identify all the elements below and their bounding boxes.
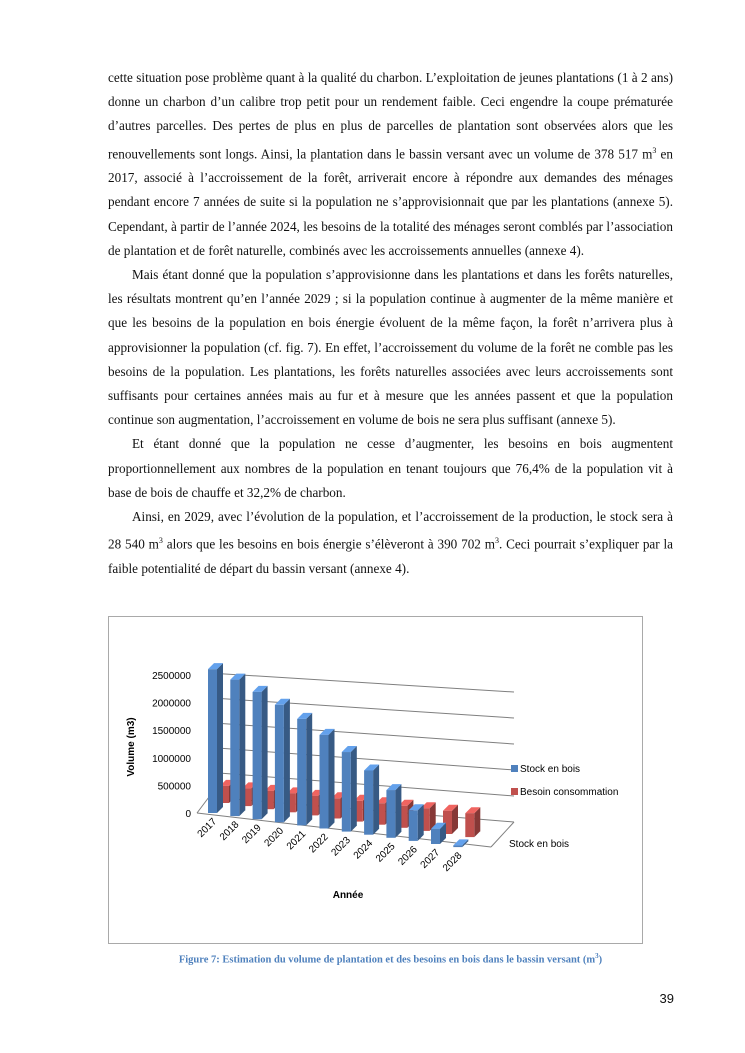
page-number: 39 <box>659 991 674 1006</box>
bar-stock-2019-side <box>262 686 268 819</box>
x-tick-label: 2021 <box>284 828 309 853</box>
bar-stock-2021-front <box>297 719 306 825</box>
bar-stock-2024-side <box>373 764 379 834</box>
paragraph-2: Mais étant donné que la population s’approvisionne dans les plantations et dans les forêts naturelles, les résultats montrent qu’en l’année 2029 ; si la population continue à augmenter de la même manière et que les besoins de la population en bois énergie évoluent de la même façon, la forêt n’arrivera plus à approvisionner la population (cf. fig. 7). En effet, l’accroissement du volume de la forêt ne comble pas les besoins de la population. Les plantations, les forêts naturelles associées avec leurs accroissements sont suffisants pour certaines années mais au fur et à mesure que les années passent et que la population continue son augmentation, l’accroissement en volume de bois ne sera plus suffisant (annexe 5). <box>108 267 673 428</box>
bar-stock-2026-front <box>409 810 418 841</box>
x-tick-label: 2018 <box>217 819 242 843</box>
y-tick-label: 1500000 <box>152 726 191 738</box>
bar-stock-2026 <box>409 804 424 841</box>
bar-stock-2019 <box>253 686 268 819</box>
paragraph-3: Et étant donné que la population ne cesse d’augmenter, les besoins en bois augmentent proportionnellement aux nombres de la population en tenant toujours que 76,4% de la population vit à base de bois de chauffe et 32,2% de charbon. <box>108 436 673 500</box>
floor-edge-left <box>197 797 209 813</box>
bar-stock-2020 <box>275 699 290 823</box>
legend-swatch <box>511 788 518 795</box>
x-tick-label: 2019 <box>240 822 264 847</box>
figure-caption: Figure 7: Estimation du volume de plantation et des besoins en bois dans le bassin versant $(m^3)$ <box>178 952 603 966</box>
body-text <box>108 66 673 581</box>
bar-stock-2020-front <box>275 705 284 823</box>
bar-stock-2028 <box>453 839 468 847</box>
y-tick-label: 0 <box>185 809 191 820</box>
bar-stock-2017 <box>208 663 223 813</box>
x-tick-label: 2017 <box>195 816 220 840</box>
x-tick-label: 2028 <box>440 850 465 874</box>
bar-stock-2019-front <box>253 692 262 819</box>
bar-besoin-2028 <box>465 807 480 837</box>
y-axis-ticks <box>152 671 191 820</box>
bar-stock-2020-side <box>284 699 290 823</box>
bar-stock-2025-side <box>395 784 401 838</box>
bar-stock-2023-front <box>342 752 351 832</box>
bar-stock-2026-side <box>418 804 424 841</box>
x-tick-label: 2026 <box>396 844 420 868</box>
y-tick-label: 500000 <box>157 781 191 793</box>
chart <box>109 617 644 945</box>
x-tick-label: 2027 <box>418 847 443 871</box>
x-tick-label: 2025 <box>374 841 398 865</box>
bar-stock-2023-side <box>351 746 357 832</box>
bar-stock-2017-side <box>217 663 223 813</box>
x-axis-label: Année <box>332 890 364 901</box>
chart-frame <box>108 616 643 944</box>
x-tick-label: 2022 <box>307 831 331 856</box>
legend-swatch <box>511 765 518 772</box>
y-tick-label: 2500000 <box>152 671 191 682</box>
bar-stock-2024 <box>364 764 379 834</box>
y-tick-label: 2000000 <box>152 698 191 710</box>
bar-stock-2022-side <box>329 729 335 829</box>
y-axis-label: Volume (m3) <box>126 717 137 777</box>
x-tick-label: 2024 <box>351 838 376 862</box>
bar-stock-2022 <box>320 729 335 829</box>
bar-stock-2025 <box>386 784 401 838</box>
bar-stock-2017-front <box>208 669 217 813</box>
x-tick-label: 2020 <box>262 825 287 850</box>
bar-stock-2021 <box>297 713 312 825</box>
y-tick-label: 1000000 <box>152 753 191 765</box>
paragraph-1: cette situation pose problème quant à la qualité du charbon. L’exploitation de jeunes plantations (1 à 2 ans) donne un charbon d’un calibre trop petit pour un rendement faible. Ceci engendre la coupe prématurée d’autres parcelles. Des pertes de plus en plus de parcelles de plantation sont observées alors que les renouvellements sont longs. Ainsi, la plantation dans le bassin versant avec un volume de 378 517 $m^3$ en 2017, associé à l’accroissement de la forêt, arriverait encore à répondre aux demandes des ménages pendant encore 7 années de suite si la population ne s’approvisionnait que par les plantations (annexe 5). Cependant, à partir de l’année 2024, les besoins de la totalité des ménages seront comblés par l’association de plantation et de forêt naturelle, combinés avec les accroissements annuelles (annexe 4). <box>108 70 673 258</box>
bar-besoin-2028-front <box>465 813 474 837</box>
bar-stock-2024-front <box>364 770 373 834</box>
paragraph-4: Ainsi, en 2029, avec l’évolution de la population, et l’accroissement de la production, le stock sera à 28 540 $m^3$ alors que les besoins en bois énergie s’élèveront à 390 702 $m^3$. Ceci pourrait s’expliquer par la faible potentialité de départ du bassin versant (annexe 4). <box>108 509 673 576</box>
bar-stock-2018-side <box>239 674 245 816</box>
gridline <box>209 673 514 692</box>
bar-stock-2021-side <box>306 713 312 825</box>
bar-stock-2022-front <box>320 735 329 829</box>
bar-stock-2028-front <box>453 845 462 847</box>
bar-stock-2018 <box>230 674 245 816</box>
legend-label: Stock en bois <box>520 764 581 775</box>
bar-stock-2027-front <box>431 829 440 844</box>
legend <box>511 764 618 798</box>
depth-axis-label: Stock en bois <box>509 839 570 850</box>
bar-stock-2018-front <box>230 680 239 816</box>
x-tick-label: 2023 <box>329 834 353 859</box>
bar-stock-2023 <box>342 746 357 832</box>
legend-label: Besoin consommation <box>520 787 619 798</box>
bar-stock-2025-front <box>386 790 395 838</box>
